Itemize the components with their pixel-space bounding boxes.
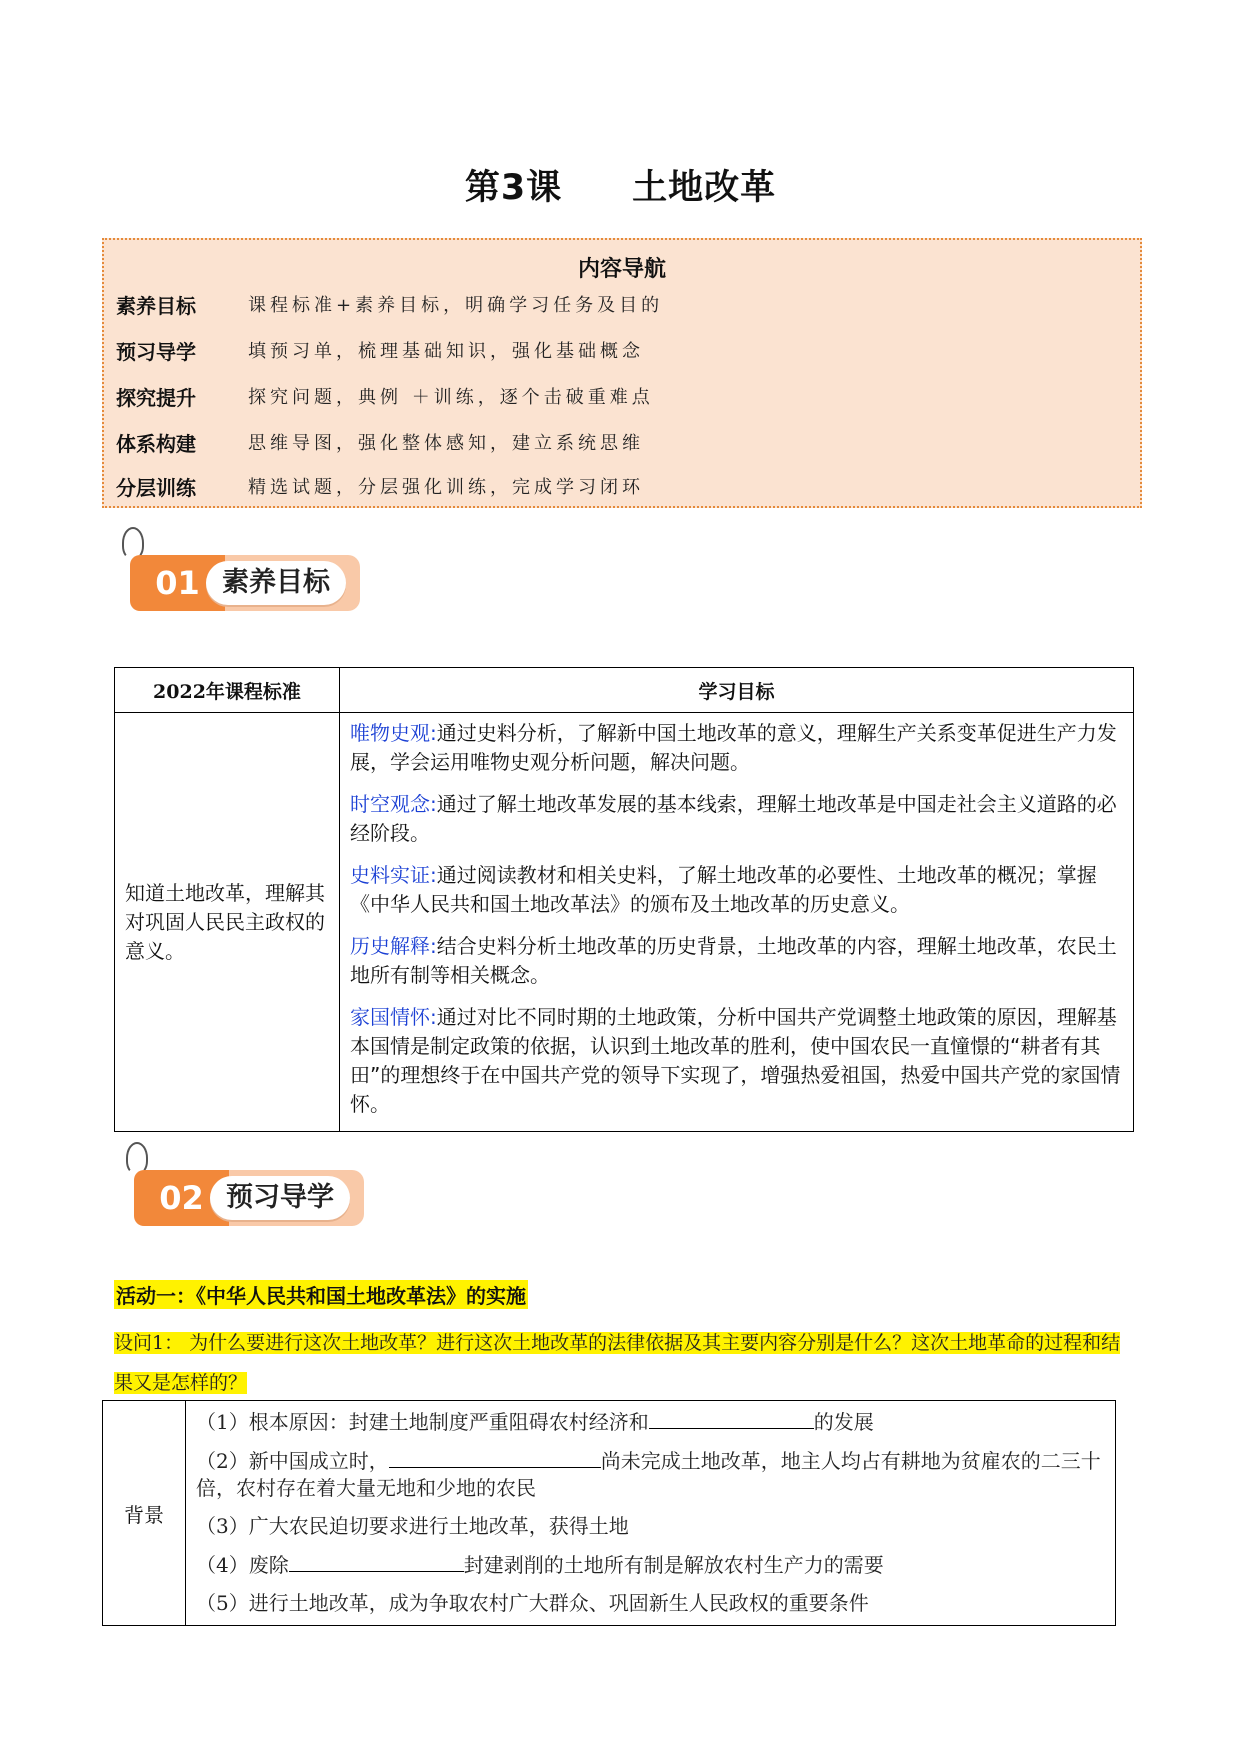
background-body <box>186 1401 1116 1626</box>
fill-blank[interactable] <box>389 1447 601 1468</box>
nav-key: 分层训练 <box>116 475 196 500</box>
goal-text: 结合史料分析土地改革的历史背景，土地改革的内容，理解土地改革，农民土地所有制等相关概念。 <box>350 934 1117 987</box>
background-head: 背景 <box>103 1401 186 1626</box>
page-title <box>0 160 1241 210</box>
nav-value: 课程标准+素养目标，明确学习任务及目的 <box>248 295 664 316</box>
goal-colon: : <box>430 792 437 816</box>
badge-number: 02 <box>134 1170 229 1226</box>
goal-item <box>350 861 1123 919</box>
background-item <box>196 1590 1105 1617</box>
goal-colon: : <box>430 863 437 887</box>
nav-row <box>116 468 644 504</box>
item-text: （5）进行土地改革，成为争取农村广大群众、巩固新生人民政权的重要条件 <box>196 1591 869 1615</box>
nav-value: 探究问题，典例 ＋训练，逐个击破重难点 <box>248 387 654 408</box>
question <box>114 1323 1134 1403</box>
background-item <box>196 1513 1105 1540</box>
item-text: （4）废除 <box>196 1553 289 1577</box>
goal-item <box>350 932 1123 990</box>
nav-value: 精选试题，分层强化训练，完成学习闭环 <box>248 477 644 498</box>
background-table <box>102 1400 1116 1626</box>
nav-value: 思维导图，强化整体感知，建立系统思维 <box>248 433 644 454</box>
section-badge-02 <box>104 1142 364 1232</box>
goal-colon: : <box>430 1005 437 1029</box>
nav-row <box>116 332 644 368</box>
goal-text: 通过了解土地改革发展的基本线索，理解土地改革是中国走社会主义道路的必经阶段。 <box>350 792 1117 845</box>
lesson-number: 第3课 <box>464 168 563 208</box>
nav-row <box>116 286 663 322</box>
background-item <box>196 1408 1105 1436</box>
goal-text: 通过史料分析，了解新中国土地改革的意义，理解生产关系变革促进生产力发展，学会运用唯物史观分析问题，解决问题。 <box>350 721 1117 774</box>
lesson-name: 土地改革 <box>632 168 777 208</box>
item-text: 尚未完成土地改革，地主人均占有耕地为贫雇农的二三十倍，农村存在着大量无地和少地的农民 <box>196 1449 1101 1500</box>
item-text: 封建剥削的土地所有制是解放农村生产力的需要 <box>463 1553 884 1577</box>
goal-key: 时空观念 <box>350 792 430 816</box>
goal-text: 通过对比不同时期的土地政策，分析中国共产党调整土地政策的原因，理解基本国情是制定政策的依据，认识到土地改革的胜利，使中国农民一直憧憬的“耕者有其田”的理想终于在中国共产党的领导下实现了，增强热爱祖国，热爱中国共产党的家国情怀。 <box>350 1005 1121 1116</box>
content-navigation-box <box>102 238 1142 508</box>
nav-row <box>116 424 644 460</box>
section-badge-01 <box>100 527 360 617</box>
goal-key: 家国情怀 <box>350 1005 430 1029</box>
activity-title: 活动一：《中华人民共和国土地改革法》的实施 <box>114 1280 528 1309</box>
nav-row <box>116 378 654 414</box>
goal-text: 通过阅读教材和相关史料，了解土地改革的必要性、土地改革的概况；掌握《中华人民共和国土地改革法》的颁布及土地改革的历史意义。 <box>350 863 1097 916</box>
nav-key: 探究提升 <box>116 385 196 410</box>
badge-label: 预习导学 <box>210 1176 350 1220</box>
goal-colon: : <box>430 934 437 958</box>
item-text: （1）根本原因：封建土地制度严重阻碍农村经济和 <box>196 1410 649 1434</box>
standard-text: 知道土地改革，理解其对巩固人民民主政权的意义。 <box>115 713 340 1132</box>
background-item <box>196 1447 1105 1502</box>
nav-key: 素养目标 <box>116 293 196 318</box>
fill-blank[interactable] <box>289 1551 464 1572</box>
nav-key: 体系构建 <box>116 431 196 456</box>
goals-cell <box>340 713 1134 1132</box>
goal-item <box>350 790 1123 848</box>
item-text: 的发展 <box>813 1410 874 1434</box>
nav-value: 填预习单，梳理基础知识，强化基础概念 <box>248 341 644 362</box>
badge-number: 01 <box>130 555 225 611</box>
goal-colon: : <box>430 721 437 745</box>
fill-blank[interactable] <box>649 1408 814 1429</box>
badge-label: 素养目标 <box>206 561 346 605</box>
question-text: 设问1： 为什么要进行这次土地改革？进行这次土地改革的法律依据及其主要内容分别是什么？这次土地革命的过程和结果又是怎样的？ <box>114 1332 1121 1394</box>
nav-header: 内容导航 <box>577 257 666 282</box>
standards-table <box>114 667 1134 1132</box>
item-text: （2）新中国成立时， <box>196 1449 389 1473</box>
nav-key: 预习导学 <box>116 339 196 364</box>
item-text: （3）广大农民迫切要求进行土地改革，获得土地 <box>196 1514 629 1538</box>
goal-key: 史料实证 <box>350 863 430 887</box>
col-header-goals: 学习目标 <box>340 668 1134 713</box>
col-header-standard: 2022年课程标准 <box>115 668 340 713</box>
goal-key: 唯物史观 <box>350 721 430 745</box>
goal-key: 历史解释 <box>350 934 430 958</box>
goal-item <box>350 1003 1123 1119</box>
background-item <box>196 1551 1105 1579</box>
goal-item <box>350 719 1123 777</box>
